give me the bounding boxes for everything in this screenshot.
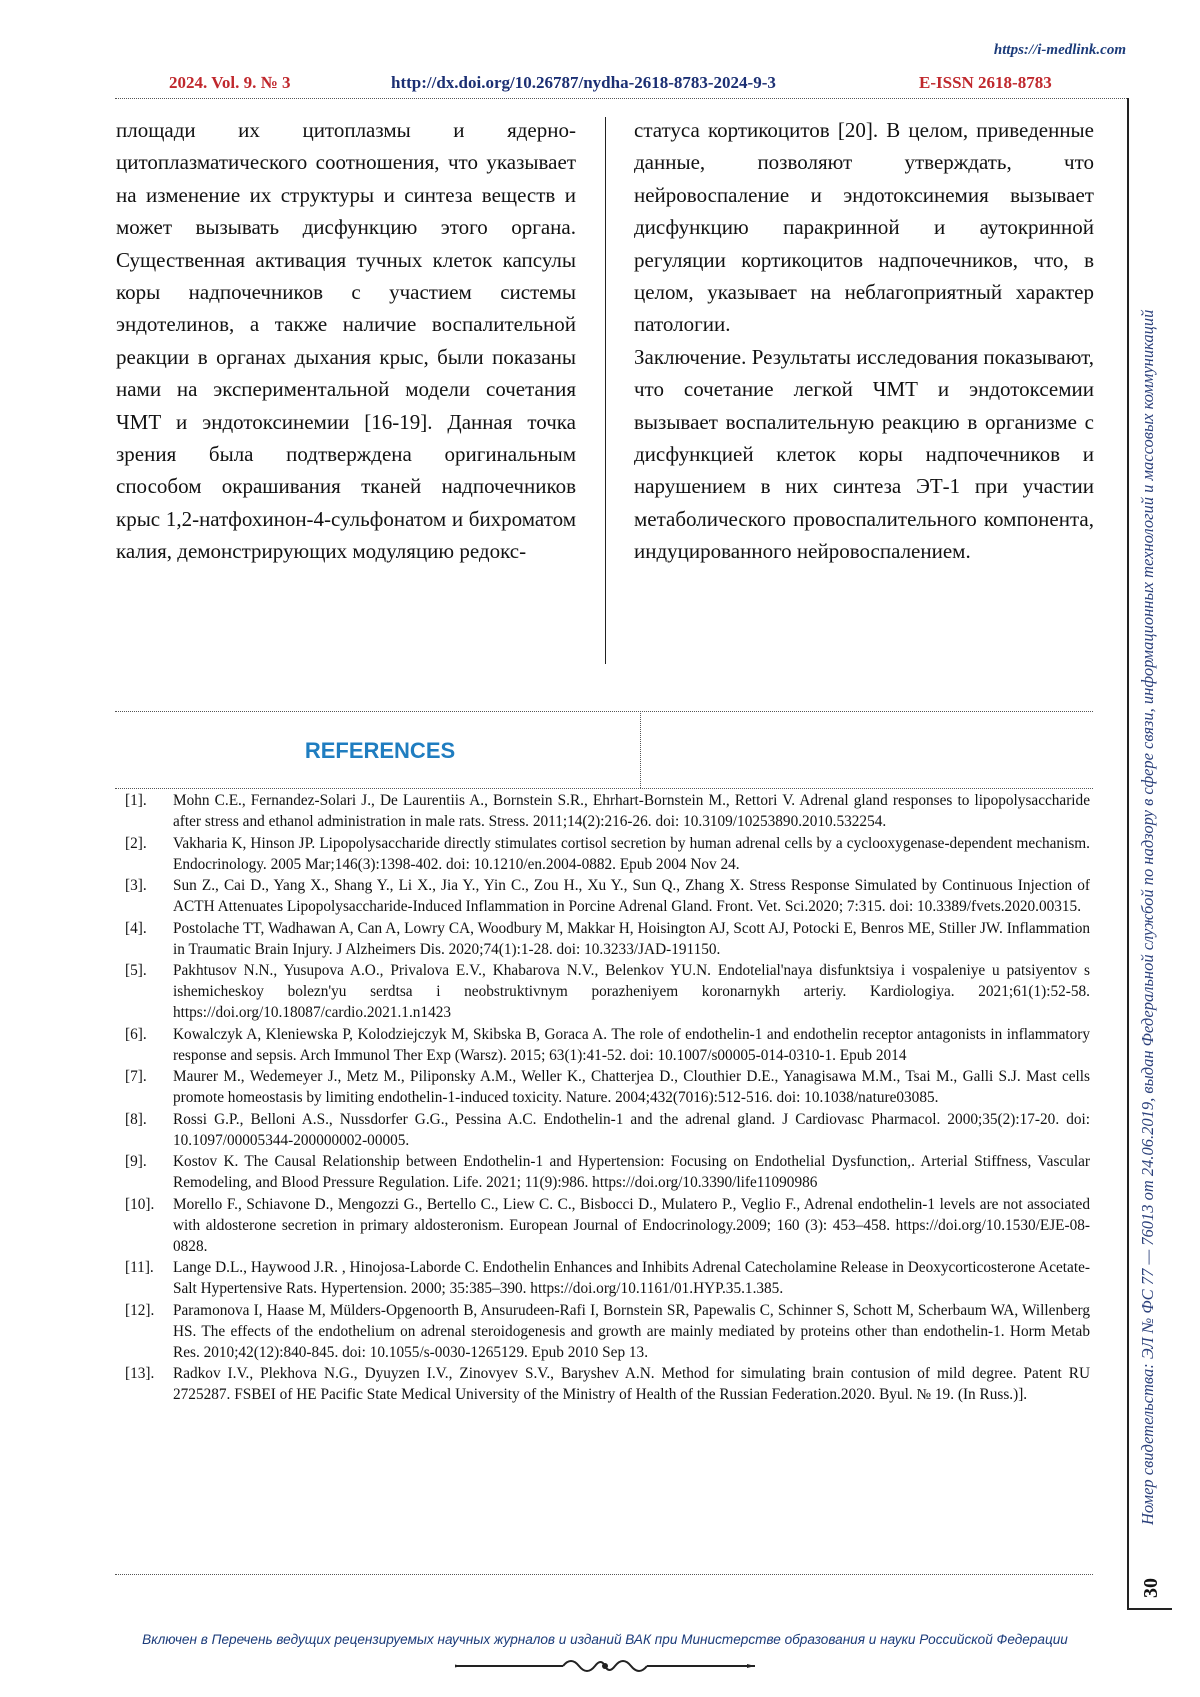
reference-text: Vakharia K, Hinson JP. Lipopolysaccharide directly stimulates cortisol secretion by human adrenal cells by a cyclooxygenase-dependent mechanism. Endocrinology. 2005 Mar;146(3):1398-402. doi: 10.1210/en.2004-0882. Epub 2004 Nov 24. <box>173 834 1090 873</box>
column-divider <box>605 117 606 664</box>
reference-text: Radkov I.V., Plekhova N.G., Dyuyzen I.V., Zinovyev S.V., Baryshev A.N. Method for simulating brain contusion of mild degree. Patent RU 2725287. FSBEI of HE Pacific State Medical University of the Ministry of Health of the Russian Federation.2020. Byul. № 19. (In Russ.)]. <box>173 1365 1090 1403</box>
references-top-divider <box>115 711 1093 712</box>
references-title-divider <box>640 711 641 788</box>
footer-note: Включен в Перечень ведущих рецензируемых научных журналов и изданий ВАК при Министерстве образования и науки Российской Федерации <box>142 1632 1068 1647</box>
reference-number: [6]. <box>125 1025 147 1043</box>
reference-item <box>115 1066 1090 1108</box>
reference-text: Rossi G.P., Belloni A.S., Nussdorfer G.G., Pessina A.C. Endothelin-1 and the adrenal gland. J Cardiovasc Pharmacol. 2000;35(2):17-20. doi: 10.1097/00005344-200000002-00005. <box>173 1110 1090 1149</box>
reference-number: [13]. <box>125 1365 155 1382</box>
reference-text: Postolache TT, Wadhawan A, Can A, Lowry CA, Woodbury M, Makkar H, Hoisington AJ, Scott AJ, Potocki E, Benros ME, Stiller JW. Inflammation in Traumatic Brain Injury. J Alzheimers Dis. 2020;74(1):1-28. doi: 10.3233/JAD-191150. <box>173 919 1090 958</box>
reference-item <box>115 1363 1090 1405</box>
reference-text: Kowalczyk A, Kleniewska P, Kolodziejczyk M, Skibska B, Goraca A. The role of endothelin-1 and endothelin receptor antagonists in inflammatory response and sepsis. Arch Immunol Ther Exp (Warsz). 2015; 63(1):41-52. doi: 10.1007/s00005-014-0310-1. Epub 2014 <box>173 1025 1090 1064</box>
header-divider <box>115 98 1127 99</box>
reference-text: Sun Z., Cai D., Yang X., Shang Y., Li X., Jia Y., Yin C., Zou H., Xu Y., Sun Q., Zhang X. Stress Response Simulated by Continuous Injection of ACTH Attenuates Lipopolysaccharide-Induced Inflammation in Porcine Adrenal Gland. Front. Vet. Sci.2020; 7:315. doi: 10.3389/fvets.2020.00315. <box>173 877 1090 915</box>
body-column-right <box>634 114 1094 568</box>
reference-item <box>115 1024 1090 1066</box>
reference-text: Mohn C.E., Fernandez-Solari J., De Laurentiis A., Bornstein S.R., Ehrhart-Bornstein M., Rettori V. Adrenal gland responses to lipopolysaccharide after stress and ethanol administration in male rats. Stress. 2011;14(2):216-26. doi: 10.3109/10253890.2010.532254. <box>173 792 1090 830</box>
reference-text: Kostov K. The Causal Relationship between Endothelin-1 and Hypertension: Focusing on Endothelial Dysfunction,. Arterial Stiffness, Vascular Remodeling, and Blood Pressure Regulation. Life. 2021; 11(9):986. https://doi.org/10.3390/life11090986 <box>173 1153 1090 1191</box>
reference-text: Pakhtusov N.N., Yusupova A.O., Privalova E.V., Khabarova N.V., Belenkov YU.N. Endotelial'naya disfunktsiya i vospaleniye u patsiyentov s ishemicheskoy bolezn'yu serdtsa i neobstruktivnym porazheniyem koronarnykh arteriy. Kardiologiya. 2021;61(1):52-58. https://doi.org/10.18087/cardio.2021.1.n1423 <box>173 962 1090 1021</box>
sidebar-divider <box>1127 98 1129 1608</box>
reference-text: Morello F., Schiavone D., Mengozzi G., Bertello C., Liew C. C., Bisbocci D., Mulatero P., Veglio F., Adrenal endothelin-1 levels are not associated with aldosterone secretion in primary aldosteronism. European Journal of Endocrinology.2009; 160 (3): 453–458. https://doi.org/10.1530/EJE-08-0828. <box>173 1195 1090 1255</box>
registration-info: Номер свидетельства: ЭЛ № ФС 77 — 76013 от 24.06.2019, выдан Федеральной службой по надзору в сфере связи, информационных технологий и массовых коммуникаций <box>1138 309 1157 1525</box>
reference-item <box>115 1151 1090 1193</box>
reference-item <box>115 833 1090 875</box>
reference-number: [12]. <box>125 1301 155 1319</box>
reference-item <box>115 875 1090 917</box>
references-header-divider <box>115 788 1093 789</box>
reference-item <box>115 1300 1090 1363</box>
reference-number: [4]. <box>125 919 147 937</box>
reference-item <box>115 790 1090 832</box>
doi-link[interactable]: http://dx.doi.org/10.26787/nydha-2618-8783-2024-9-3 <box>391 73 776 92</box>
reference-text: Paramonova I, Haase M, Mülders-Opgenoorth B, Ansurudeen-Rafi I, Bornstein SR, Papewalis C, Schinner S, Schott M, Scherbaum WA, Willenberg HS. The effects of the endothelium on adrenal steroidogenesis and growth are mainly mediated by proteins other than endothelin-1. Horm Metab Res. 2010;42(12):840-845. doi: 10.1055/s-0030-1265129. Epub 2010 Sep 13. <box>173 1301 1090 1361</box>
references-bottom-divider <box>115 1574 1093 1575</box>
reference-item <box>115 1109 1090 1151</box>
reference-list <box>115 790 1090 1406</box>
reference-item <box>115 960 1090 1023</box>
reference-number: [8]. <box>125 1110 147 1128</box>
conclusion-paragraph: Заключение. Результаты исследования показывают, что сочетание легкой ЧМТ и эндотоксемии вызывает воспалительную реакцию в организме с дисфункцией клеток коры надпочечников и нарушением в них синтеза ЭТ-1 при участии метаболического провоспалительного компонента, индуцированного нейровоспалением. <box>634 344 1094 564</box>
reference-item <box>115 1194 1090 1257</box>
references-heading: REFERENCES <box>304 738 456 763</box>
reference-number: [2]. <box>125 834 147 852</box>
reference-number: [1]. <box>125 792 147 809</box>
body-column-left <box>116 114 576 568</box>
site-url[interactable]: https://i-medlink.com <box>993 42 1126 58</box>
reference-number: [5]. <box>125 962 147 979</box>
body-paragraph: площади их цитоплазмы и ядерно-цитоплазматического соотношения, что указывает на изменение их структуры и синтеза веществ и может вызывать дисфункцию этого органа. Существенная активация тучных клеток капсулы коры надпочечников с участием системы эндотелинов, а также наличие воспалительной реакции в органах дыхания крыс, были показаны нами на экспериментальной модели сочетания ЧМТ и эндотоксинемии [16-19]. Данная точка зрения была подтверждена оригинальным способом окрашивания тканей надпочечников крыс 1,2-натфохинон-4-сульфонатом и бихроматом калия, демонстрирующих модуляцию редокс- <box>116 118 576 564</box>
reference-item <box>115 1257 1090 1299</box>
page-number: 30 <box>1140 1578 1162 1598</box>
issn: E-ISSN 2618-8783 <box>919 73 1052 92</box>
reference-text: Maurer M., Wedemeyer J., Metz M., Piliponsky A.M., Weller K., Chatterjea D., Clouthier D.E., Yanagisawa M.M., Tsai M., Galli S.J. Mast cells promote homeostasis by limiting endothelin-1-induced toxicity. Nature. 2004;432(7016):512-516. doi: 10.1038/nature03085. <box>173 1068 1090 1106</box>
reference-number: [11]. <box>125 1259 154 1276</box>
scroll-ornament-icon <box>455 1655 755 1677</box>
body-paragraph: статуса кортикоцитов [20]. В целом, приведенные данные, позволяют утверждать, что нейровоспаление и эндотоксинемия вызывает дисфункцию паракринной и аутокринной регуляции кортикоцитов надпочечников, что, в целом, указывает на неблагоприятный характер патологии. <box>634 118 1094 337</box>
reference-number: [3]. <box>125 877 147 894</box>
page-number-rule <box>1127 1608 1172 1610</box>
reference-number: [10]. <box>125 1195 155 1213</box>
issue-info: 2024. Vol. 9. № 3 <box>169 73 291 92</box>
reference-number: [9]. <box>125 1153 147 1170</box>
reference-number: [7]. <box>125 1068 147 1085</box>
reference-item <box>115 918 1090 960</box>
reference-text: Lange D.L., Haywood J.R. , Hinojosa-Laborde C. Endothelin Enhances and Inhibits Adrenal Catecholamine Release in Deoxycorticosterone Acetate-Salt Hypertensive Rats. Hypertension. 2000; 35:385–390. https://doi.org/10.1161/01.HYP.35.1.385. <box>173 1259 1090 1297</box>
